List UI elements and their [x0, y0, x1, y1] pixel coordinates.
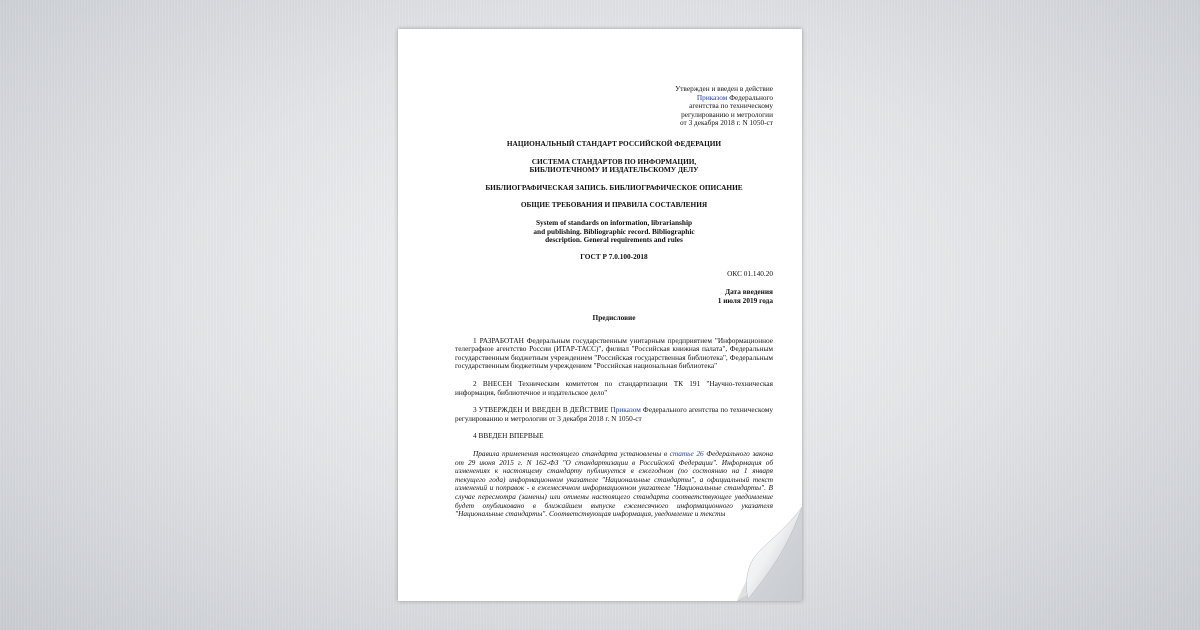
page-curl-icon — [718, 507, 802, 601]
approval-block — [455, 85, 773, 128]
preface-heading: Предисловие — [592, 313, 636, 323]
english-title-line-1: System of standards on information, librarianship — [535, 217, 693, 227]
preface-item-2: 2 ВНЕСЕН Техническим комитетом по стандартизации ТК 191 "Научно-техническая информация, библиотечное и издательское дело" — [455, 379, 773, 397]
intro-date-value: 1 июля 2019 года — [717, 295, 773, 305]
order-link[interactable]: Приказом — [696, 92, 728, 102]
intro-date-block — [455, 288, 773, 305]
usage-rules-rest: Федерального закона от 29 июня 2015 г. N 162-ФЗ "О стандартизации в Российской Федерации". Информация об изменениях к настоящему стандарту публикуется в ежегодном (по состоянию на 1 января текущего года) информационном указателе "Национальные стандарты", а официальный текст изменений и поправок - в ежемесячном информационном указателе "Национальные стандарты". В случае пересмотра (замены) или отмены настоящего стандарта соответствующее уведомление будет опубликовано в ближайшем выпуске ежемесячного информационного указателя "Национальные стандарты". Соответствующая информация, уведомление и тексты — [455, 449, 773, 519]
intro-date-label: Дата введения — [725, 286, 773, 296]
approval-line-2-rest: Федерального — [727, 92, 773, 102]
requirements-title: ОБЩИЕ ТРЕБОВАНИЯ И ПРАВИЛА СОСТАВЛЕНИЯ — [520, 200, 708, 210]
oks-code: ОКС 01.140.20 — [727, 269, 773, 279]
approval-line-5: от 3 декабря 2018 г. N 1050-ст — [680, 118, 773, 128]
record-title: БИБЛИОГРАФИЧЕСКАЯ ЗАПИСЬ. БИБЛИОГРАФИЧЕСКОЕ ОПИСАНИЕ — [485, 182, 743, 192]
approval-line-3: агентства по техническому — [689, 101, 773, 111]
system-title-line-2: БИБЛИОТЕЧНОМУ И ИЗДАТЕЛЬСКОМУ ДЕЛУ — [529, 165, 699, 175]
document-page — [398, 29, 802, 601]
system-title — [455, 158, 773, 175]
system-title-line-1: СИСТЕМА СТАНДАРТОВ ПО ИНФОРМАЦИИ, — [531, 156, 697, 166]
gost-code: ГОСТ Р 7.0.100-2018 — [580, 251, 648, 261]
preface-item-4: 4 ВВЕДЕН ВПЕРВЫЕ — [473, 431, 544, 441]
article-26-link[interactable]: статье 26 — [669, 449, 704, 459]
preface-item-1: 1 РАЗРАБОТАН Федеральным государственным унитарным предприятием "Информационное телеграфное агентство России (ИТАР-ТАСС)", филиал "Российская книжная палата", Федеральным государственным бюджетным учреждением "Российская государственная библиотека", Федеральным государственным бюджетным учреждением "Российская национальная библиотека" — [455, 335, 773, 371]
document-content — [455, 85, 773, 519]
national-standard-title: НАЦИОНАЛЬНЫЙ СТАНДАРТ РОССИЙСКОЙ ФЕДЕРАЦИИ — [506, 138, 722, 148]
preface-item-3-text: 3 УТВЕРЖДЕН И ВВЕДЕН В ДЕЙСТВИЕ — [473, 405, 611, 415]
preface-item-3-rest: Федерального агентства по техническому регулированию и метрологии от 3 декабря 2018 г. N 1050-ст — [455, 405, 773, 423]
preface-item-3 — [455, 406, 773, 423]
approval-line-1: Утвержден и введен в действие — [675, 84, 773, 93]
english-title-line-3: description. General requirements and rules — [545, 235, 683, 245]
approval-line-4: регулированию и метрологии — [681, 109, 773, 119]
english-title — [455, 219, 773, 245]
preface-order-link[interactable]: Приказом — [610, 405, 641, 415]
english-title-line-2: and publishing. Bibliographic record. Bibliographic — [533, 226, 695, 236]
usage-rules-text: Правила применения настоящего стандарта установлены в — [473, 449, 670, 459]
